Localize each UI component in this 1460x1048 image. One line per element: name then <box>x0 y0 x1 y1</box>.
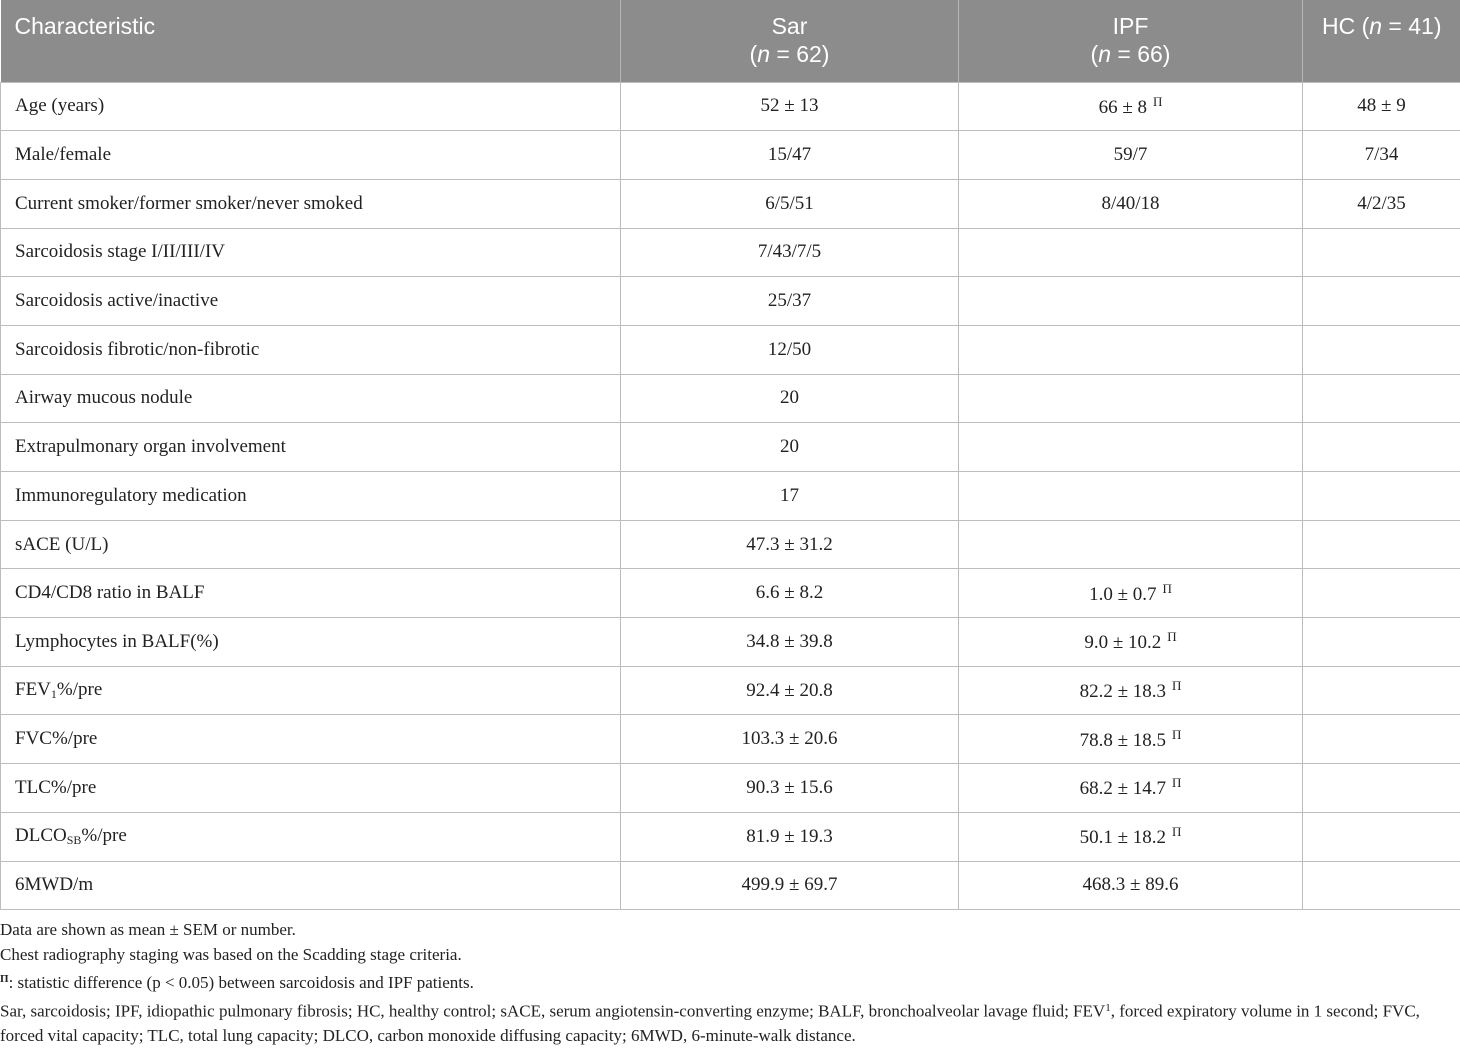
footnote-abbrev-sub: 1 <box>1105 1002 1111 1014</box>
cell-ipf: 8/40/18 <box>959 179 1303 228</box>
cell-sar: 92.4 ± 20.8 <box>621 666 959 715</box>
table-row <box>1 325 1460 374</box>
cell-ipf <box>959 666 1303 715</box>
cell-hc <box>1303 277 1460 326</box>
label-subscript: SB <box>67 833 82 847</box>
header-sar-name: Sar <box>772 13 808 39</box>
cell-sar: 20 <box>621 374 959 423</box>
cell-hc <box>1303 618 1460 667</box>
cell-ipf <box>959 228 1303 277</box>
cell-ipf <box>959 374 1303 423</box>
header-characteristic: Characteristic <box>1 0 621 82</box>
cell-hc <box>1303 472 1460 521</box>
cell-sar: 52 ± 13 <box>621 82 959 131</box>
table-header <box>1 0 1460 82</box>
cell-label: 6MWD/m <box>1 861 621 910</box>
cell-sar: 499.9 ± 69.7 <box>621 861 959 910</box>
cell-sar: 34.8 ± 39.8 <box>621 618 959 667</box>
table-footnotes <box>0 910 1460 1048</box>
table-row <box>1 666 1460 715</box>
cell-hc <box>1303 715 1460 764</box>
significance-marker: Π <box>1167 629 1176 644</box>
cell-hc <box>1303 569 1460 618</box>
label-text: %/pre <box>81 825 126 846</box>
cell-ipf-value: 9.0 ± 10.2 <box>1084 632 1161 653</box>
footnote-staging: Chest radiography staging was based on the Scadding stage criteria. <box>0 943 1460 968</box>
header-sar-n-value: = 62) <box>770 41 829 67</box>
cell-ipf <box>959 423 1303 472</box>
cell-sar: 15/47 <box>621 131 959 180</box>
header-ipf-n-label: n <box>1098 41 1111 67</box>
footnote-abbrev-part1: Sar, sarcoidosis; IPF, idiopathic pulmonary fibrosis; HC, healthy control; sACE, serum angiotensin-converting enzyme; BALF, bronchoalveolar lavage fluid; FEV <box>0 1001 1105 1020</box>
cell-label: Age (years) <box>1 82 621 131</box>
header-hc-name: HC ( <box>1322 13 1369 39</box>
significance-marker: Π <box>1172 727 1181 742</box>
cell-label: Male/female <box>1 131 621 180</box>
table-row <box>1 861 1460 910</box>
table-row <box>1 520 1460 569</box>
label-text: DLCO <box>15 825 67 846</box>
significance-marker: Π <box>1163 581 1172 596</box>
table-row <box>1 764 1460 813</box>
header-ipf-n-value: = 66) <box>1111 41 1170 67</box>
cell-sar: 6/5/51 <box>621 179 959 228</box>
cell-ipf <box>959 618 1303 667</box>
label-subscript: 1 <box>51 687 57 701</box>
cell-label: Airway mucous nodule <box>1 374 621 423</box>
cell-hc <box>1303 423 1460 472</box>
cell-ipf <box>959 569 1303 618</box>
header-sar-n-label: n <box>757 41 770 67</box>
cell-hc <box>1303 666 1460 715</box>
cell-sar: 6.6 ± 8.2 <box>621 569 959 618</box>
cell-ipf: 468.3 ± 89.6 <box>959 861 1303 910</box>
cell-sar: 25/37 <box>621 277 959 326</box>
header-sar: Sar (n = 62) <box>621 0 959 82</box>
footnote-abbreviations <box>0 996 1460 1048</box>
cell-label: TLC%/pre <box>1 764 621 813</box>
cell-label: Current smoker/former smoker/never smoked <box>1 179 621 228</box>
cell-ipf <box>959 715 1303 764</box>
footnote-significance <box>0 967 1460 996</box>
cell-label: Sarcoidosis fibrotic/non-fibrotic <box>1 325 621 374</box>
cell-ipf <box>959 82 1303 131</box>
table-body <box>1 82 1460 910</box>
cell-sar: 12/50 <box>621 325 959 374</box>
footnote-abbrev-part2: , forced expiratory volume in 1 second; FVC, forced vital capacity; TLC, total lung capacity; DLCO, carbon monoxide diffusing capacity; 6MWD, 6-minute-walk distance. <box>0 1001 1420 1045</box>
cell-hc <box>1303 374 1460 423</box>
footnote-marker: Π <box>0 973 9 985</box>
header-hc-n-label: n <box>1369 13 1382 39</box>
cell-label: Lymphocytes in BALF(%) <box>1 618 621 667</box>
cell-ipf-value: 68.2 ± 14.7 <box>1080 779 1166 800</box>
table-row <box>1 812 1460 861</box>
cell-sar: 47.3 ± 31.2 <box>621 520 959 569</box>
cell-ipf-value: 66 ± 8 <box>1099 97 1147 118</box>
table-row <box>1 277 1460 326</box>
table-row <box>1 179 1460 228</box>
cell-hc: 48 ± 9 <box>1303 82 1460 131</box>
table-row <box>1 715 1460 764</box>
cell-ipf-value: 78.8 ± 18.5 <box>1080 730 1166 751</box>
cell-ipf <box>959 812 1303 861</box>
cell-label: FVC%/pre <box>1 715 621 764</box>
label-text: FEV <box>15 679 51 700</box>
cell-hc <box>1303 861 1460 910</box>
table-row <box>1 228 1460 277</box>
cell-ipf <box>959 472 1303 521</box>
label-text: %/pre <box>57 679 102 700</box>
cell-ipf: 59/7 <box>959 131 1303 180</box>
table-row <box>1 82 1460 131</box>
header-hc-n-value: = 41) <box>1382 13 1441 39</box>
significance-marker: Π <box>1172 824 1181 839</box>
header-hc <box>1303 0 1460 82</box>
footnote-significance-text: : statistic difference (p < 0.05) between sarcoidosis and IPF patients. <box>9 973 474 992</box>
cell-hc <box>1303 812 1460 861</box>
cell-hc <box>1303 325 1460 374</box>
cell-label: sACE (U/L) <box>1 520 621 569</box>
cell-ipf <box>959 277 1303 326</box>
cell-ipf-value: 82.2 ± 18.3 <box>1080 681 1166 702</box>
cell-label: Extrapulmonary organ involvement <box>1 423 621 472</box>
table-row <box>1 374 1460 423</box>
table-row <box>1 423 1460 472</box>
table-row <box>1 618 1460 667</box>
cell-ipf <box>959 325 1303 374</box>
cell-label <box>1 666 621 715</box>
cell-sar: 20 <box>621 423 959 472</box>
cell-ipf-value: 50.1 ± 18.2 <box>1080 827 1166 848</box>
cell-ipf-value: 1.0 ± 0.7 <box>1089 584 1156 605</box>
cell-sar: 81.9 ± 19.3 <box>621 812 959 861</box>
cell-hc: 4/2/35 <box>1303 179 1460 228</box>
table-row <box>1 569 1460 618</box>
cell-hc <box>1303 764 1460 813</box>
cell-ipf <box>959 764 1303 813</box>
footnote-data-format: Data are shown as mean ± SEM or number. <box>0 918 1460 943</box>
header-ipf: IPF (n = 66) <box>959 0 1303 82</box>
significance-marker: Π <box>1172 678 1181 693</box>
cell-label <box>1 812 621 861</box>
cell-sar: 7/43/7/5 <box>621 228 959 277</box>
cell-sar: 103.3 ± 20.6 <box>621 715 959 764</box>
significance-marker: Π <box>1153 94 1162 109</box>
cell-label: Sarcoidosis active/inactive <box>1 277 621 326</box>
cell-hc <box>1303 228 1460 277</box>
header-ipf-name: IPF <box>1113 13 1149 39</box>
cell-hc: 7/34 <box>1303 131 1460 180</box>
cell-ipf <box>959 520 1303 569</box>
table-row <box>1 472 1460 521</box>
cell-label: Sarcoidosis stage I/II/III/IV <box>1 228 621 277</box>
cell-sar: 17 <box>621 472 959 521</box>
cell-sar: 90.3 ± 15.6 <box>621 764 959 813</box>
cell-label: CD4/CD8 ratio in BALF <box>1 569 621 618</box>
cell-label: Immunoregulatory medication <box>1 472 621 521</box>
significance-marker: Π <box>1172 775 1181 790</box>
table-row <box>1 131 1460 180</box>
cell-hc <box>1303 520 1460 569</box>
